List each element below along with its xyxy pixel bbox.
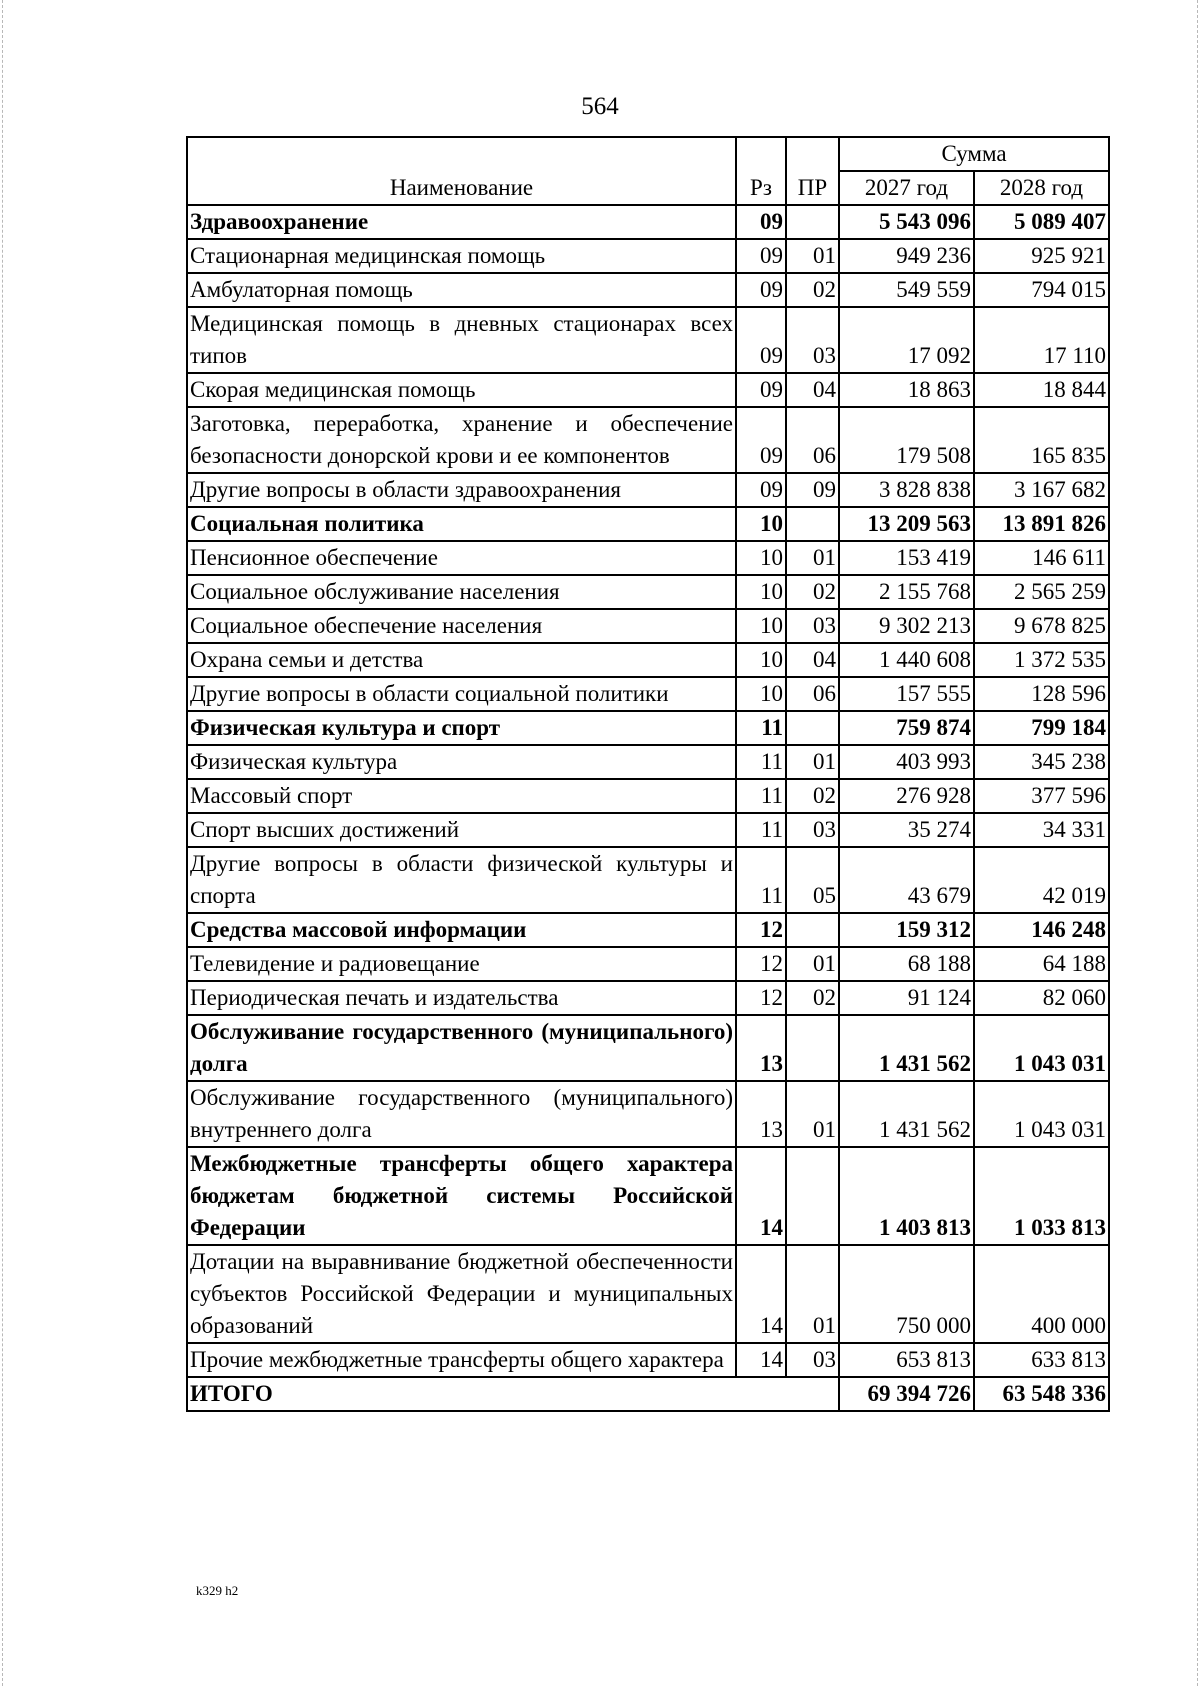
section-row: [187, 205, 1109, 239]
section-row: [187, 507, 1109, 541]
row-amount-2027: 179 508: [839, 407, 974, 473]
row-pr-code: [786, 507, 839, 541]
row-name: Охрана семьи и детства: [187, 643, 736, 677]
row-amount-2028: 3 167 682: [974, 473, 1109, 507]
row-amount-2028: 377 596: [974, 779, 1109, 813]
row-amount-2027: 759 874: [839, 711, 974, 745]
table-row: [187, 373, 1109, 407]
row-name: Средства массовой информации: [187, 913, 736, 947]
section-row: [187, 711, 1109, 745]
row-name: Другие вопросы в области социальной политики: [187, 677, 736, 711]
header-pr: ПР: [786, 137, 839, 205]
row-pr-code: 01: [786, 1081, 839, 1147]
row-rz-code: 11: [736, 779, 786, 813]
table-row: [187, 677, 1109, 711]
row-rz-code: 11: [736, 847, 786, 913]
row-pr-code: 01: [786, 541, 839, 575]
table-row: [187, 779, 1109, 813]
row-pr-code: [786, 711, 839, 745]
row-pr-code: 02: [786, 273, 839, 307]
row-name: Дотации на выравнивание бюджетной обеспеченности субъектов Российской Федерации и муниципальных образований: [187, 1245, 736, 1343]
row-name: Межбюджетные трансферты общего характера бюджетам бюджетной системы Российской Федерации: [187, 1147, 736, 1245]
row-name: Заготовка, переработка, хранение и обеспечение безопасности донорской крови и ее компонентов: [187, 407, 736, 473]
row-amount-2028: 1 043 031: [974, 1081, 1109, 1147]
row-pr-code: 03: [786, 307, 839, 373]
table-row: [187, 1343, 1109, 1377]
header-name: Наименование: [187, 137, 736, 205]
row-pr-code: 03: [786, 609, 839, 643]
row-amount-2028: 13 891 826: [974, 507, 1109, 541]
row-rz-code: 10: [736, 643, 786, 677]
table-row: [187, 643, 1109, 677]
row-rz-code: 12: [736, 947, 786, 981]
row-rz-code: 14: [736, 1343, 786, 1377]
row-amount-2027: 2 155 768: [839, 575, 974, 609]
row-pr-code: 04: [786, 643, 839, 677]
row-rz-code: 09: [736, 273, 786, 307]
row-amount-2027: 153 419: [839, 541, 974, 575]
table-row: [187, 813, 1109, 847]
row-amount-2027: 17 092: [839, 307, 974, 373]
row-name: Физическая культура: [187, 745, 736, 779]
row-name: Другие вопросы в области физической культуры и спорта: [187, 847, 736, 913]
total-2027: 69 394 726: [839, 1377, 974, 1411]
row-pr-code: 02: [786, 779, 839, 813]
row-amount-2028: 1 033 813: [974, 1147, 1109, 1245]
row-pr-code: 03: [786, 813, 839, 847]
table-row: [187, 239, 1109, 273]
row-amount-2028: 42 019: [974, 847, 1109, 913]
row-pr-code: [786, 205, 839, 239]
row-rz-code: 10: [736, 609, 786, 643]
row-amount-2028: 1 043 031: [974, 1015, 1109, 1081]
page-number: 564: [581, 93, 619, 120]
section-row: [187, 1147, 1109, 1245]
table-row: [187, 947, 1109, 981]
row-name: Обслуживание государственного (муниципального) внутреннего долга: [187, 1081, 736, 1147]
row-name: Стационарная медицинская помощь: [187, 239, 736, 273]
row-amount-2028: 146 611: [974, 541, 1109, 575]
row-amount-2028: 128 596: [974, 677, 1109, 711]
row-amount-2027: 43 679: [839, 847, 974, 913]
page-edge-right: [1197, 0, 1198, 1686]
table-row: [187, 575, 1109, 609]
table-row: [187, 307, 1109, 373]
total-label: ИТОГО: [187, 1377, 839, 1411]
row-amount-2028: 345 238: [974, 745, 1109, 779]
row-name: Спорт высших достижений: [187, 813, 736, 847]
row-rz-code: 10: [736, 541, 786, 575]
row-pr-code: 06: [786, 677, 839, 711]
row-amount-2028: 400 000: [974, 1245, 1109, 1343]
table-row: [187, 847, 1109, 913]
table-row: [187, 981, 1109, 1015]
row-amount-2028: 17 110: [974, 307, 1109, 373]
row-name: Периодическая печать и издательства: [187, 981, 736, 1015]
row-amount-2028: 165 835: [974, 407, 1109, 473]
row-amount-2028: 18 844: [974, 373, 1109, 407]
row-name: Социальное обеспечение населения: [187, 609, 736, 643]
section-row: [187, 1015, 1109, 1081]
header-row-top: [187, 137, 1109, 171]
header-year-2028: 2028 год: [974, 171, 1109, 205]
row-amount-2027: 1 440 608: [839, 643, 974, 677]
row-amount-2027: 1 431 562: [839, 1081, 974, 1147]
row-amount-2027: 949 236: [839, 239, 974, 273]
row-rz-code: 09: [736, 373, 786, 407]
row-amount-2027: 276 928: [839, 779, 974, 813]
row-name: Здравоохранение: [187, 205, 736, 239]
total-row: [187, 1377, 1109, 1411]
row-name: Физическая культура и спорт: [187, 711, 736, 745]
row-amount-2028: 1 372 535: [974, 643, 1109, 677]
row-rz-code: 09: [736, 307, 786, 373]
row-amount-2028: 799 184: [974, 711, 1109, 745]
row-amount-2027: 549 559: [839, 273, 974, 307]
table-row: [187, 745, 1109, 779]
row-name: Социальная политика: [187, 507, 736, 541]
row-amount-2027: 1 431 562: [839, 1015, 974, 1081]
row-amount-2027: 13 209 563: [839, 507, 974, 541]
table-row: [187, 1245, 1109, 1343]
row-rz-code: 12: [736, 981, 786, 1015]
row-pr-code: [786, 1015, 839, 1081]
table-row: [187, 1081, 1109, 1147]
row-amount-2027: 68 188: [839, 947, 974, 981]
budget-table: [186, 136, 1110, 1412]
header-rz: Рз: [736, 137, 786, 205]
row-amount-2027: 159 312: [839, 913, 974, 947]
row-pr-code: 06: [786, 407, 839, 473]
row-rz-code: 12: [736, 913, 786, 947]
row-rz-code: 10: [736, 575, 786, 609]
row-name: Социальное обслуживание населения: [187, 575, 736, 609]
row-amount-2028: 34 331: [974, 813, 1109, 847]
row-pr-code: 02: [786, 981, 839, 1015]
row-amount-2027: 653 813: [839, 1343, 974, 1377]
row-rz-code: 11: [736, 745, 786, 779]
row-rz-code: 14: [736, 1147, 786, 1245]
row-amount-2027: 9 302 213: [839, 609, 974, 643]
header-year-2027: 2027 год: [839, 171, 974, 205]
page-edge-left: [2, 0, 3, 1686]
row-rz-code: 11: [736, 813, 786, 847]
row-amount-2028: 9 678 825: [974, 609, 1109, 643]
row-amount-2028: 2 565 259: [974, 575, 1109, 609]
row-rz-code: 09: [736, 407, 786, 473]
row-amount-2027: 35 274: [839, 813, 974, 847]
table-row: [187, 609, 1109, 643]
row-amount-2027: 5 543 096: [839, 205, 974, 239]
row-amount-2028: 5 089 407: [974, 205, 1109, 239]
row-amount-2027: 403 993: [839, 745, 974, 779]
row-name: Пенсионное обеспечение: [187, 541, 736, 575]
row-rz-code: 10: [736, 507, 786, 541]
row-pr-code: 09: [786, 473, 839, 507]
row-rz-code: 13: [736, 1081, 786, 1147]
row-pr-code: 01: [786, 745, 839, 779]
header-sum: Сумма: [839, 137, 1109, 171]
row-pr-code: 04: [786, 373, 839, 407]
row-amount-2028: 82 060: [974, 981, 1109, 1015]
row-amount-2027: 91 124: [839, 981, 974, 1015]
section-row: [187, 913, 1109, 947]
row-amount-2028: 925 921: [974, 239, 1109, 273]
table-row: [187, 541, 1109, 575]
row-rz-code: 09: [736, 473, 786, 507]
footer-document-code: k329 h2: [196, 1583, 239, 1598]
row-pr-code: 01: [786, 1245, 839, 1343]
row-rz-code: 09: [736, 205, 786, 239]
row-amount-2028: 633 813: [974, 1343, 1109, 1377]
table-row: [187, 407, 1109, 473]
table-row: [187, 273, 1109, 307]
row-rz-code: 11: [736, 711, 786, 745]
row-amount-2028: 794 015: [974, 273, 1109, 307]
row-amount-2027: 750 000: [839, 1245, 974, 1343]
row-rz-code: 13: [736, 1015, 786, 1081]
row-name: Медицинская помощь в дневных стационарах всех типов: [187, 307, 736, 373]
row-name: Амбулаторная помощь: [187, 273, 736, 307]
row-rz-code: 09: [736, 239, 786, 273]
row-pr-code: 01: [786, 239, 839, 273]
row-pr-code: 02: [786, 575, 839, 609]
row-pr-code: [786, 913, 839, 947]
row-amount-2028: 64 188: [974, 947, 1109, 981]
total-2028: 63 548 336: [974, 1377, 1109, 1411]
row-pr-code: 03: [786, 1343, 839, 1377]
row-name: Телевидение и радиовещание: [187, 947, 736, 981]
row-rz-code: 10: [736, 677, 786, 711]
row-amount-2027: 157 555: [839, 677, 974, 711]
table-body: [187, 205, 1109, 1377]
row-pr-code: 05: [786, 847, 839, 913]
row-amount-2027: 1 403 813: [839, 1147, 974, 1245]
row-pr-code: 01: [786, 947, 839, 981]
row-name: Другие вопросы в области здравоохранения: [187, 473, 736, 507]
row-pr-code: [786, 1147, 839, 1245]
row-name: Прочие межбюджетные трансферты общего характера: [187, 1343, 736, 1377]
row-amount-2028: 146 248: [974, 913, 1109, 947]
row-amount-2027: 3 828 838: [839, 473, 974, 507]
table-row: [187, 473, 1109, 507]
row-name: Скорая медицинская помощь: [187, 373, 736, 407]
row-amount-2027: 18 863: [839, 373, 974, 407]
row-name: Обслуживание государственного (муниципального) долга: [187, 1015, 736, 1081]
row-name: Массовый спорт: [187, 779, 736, 813]
row-rz-code: 14: [736, 1245, 786, 1343]
